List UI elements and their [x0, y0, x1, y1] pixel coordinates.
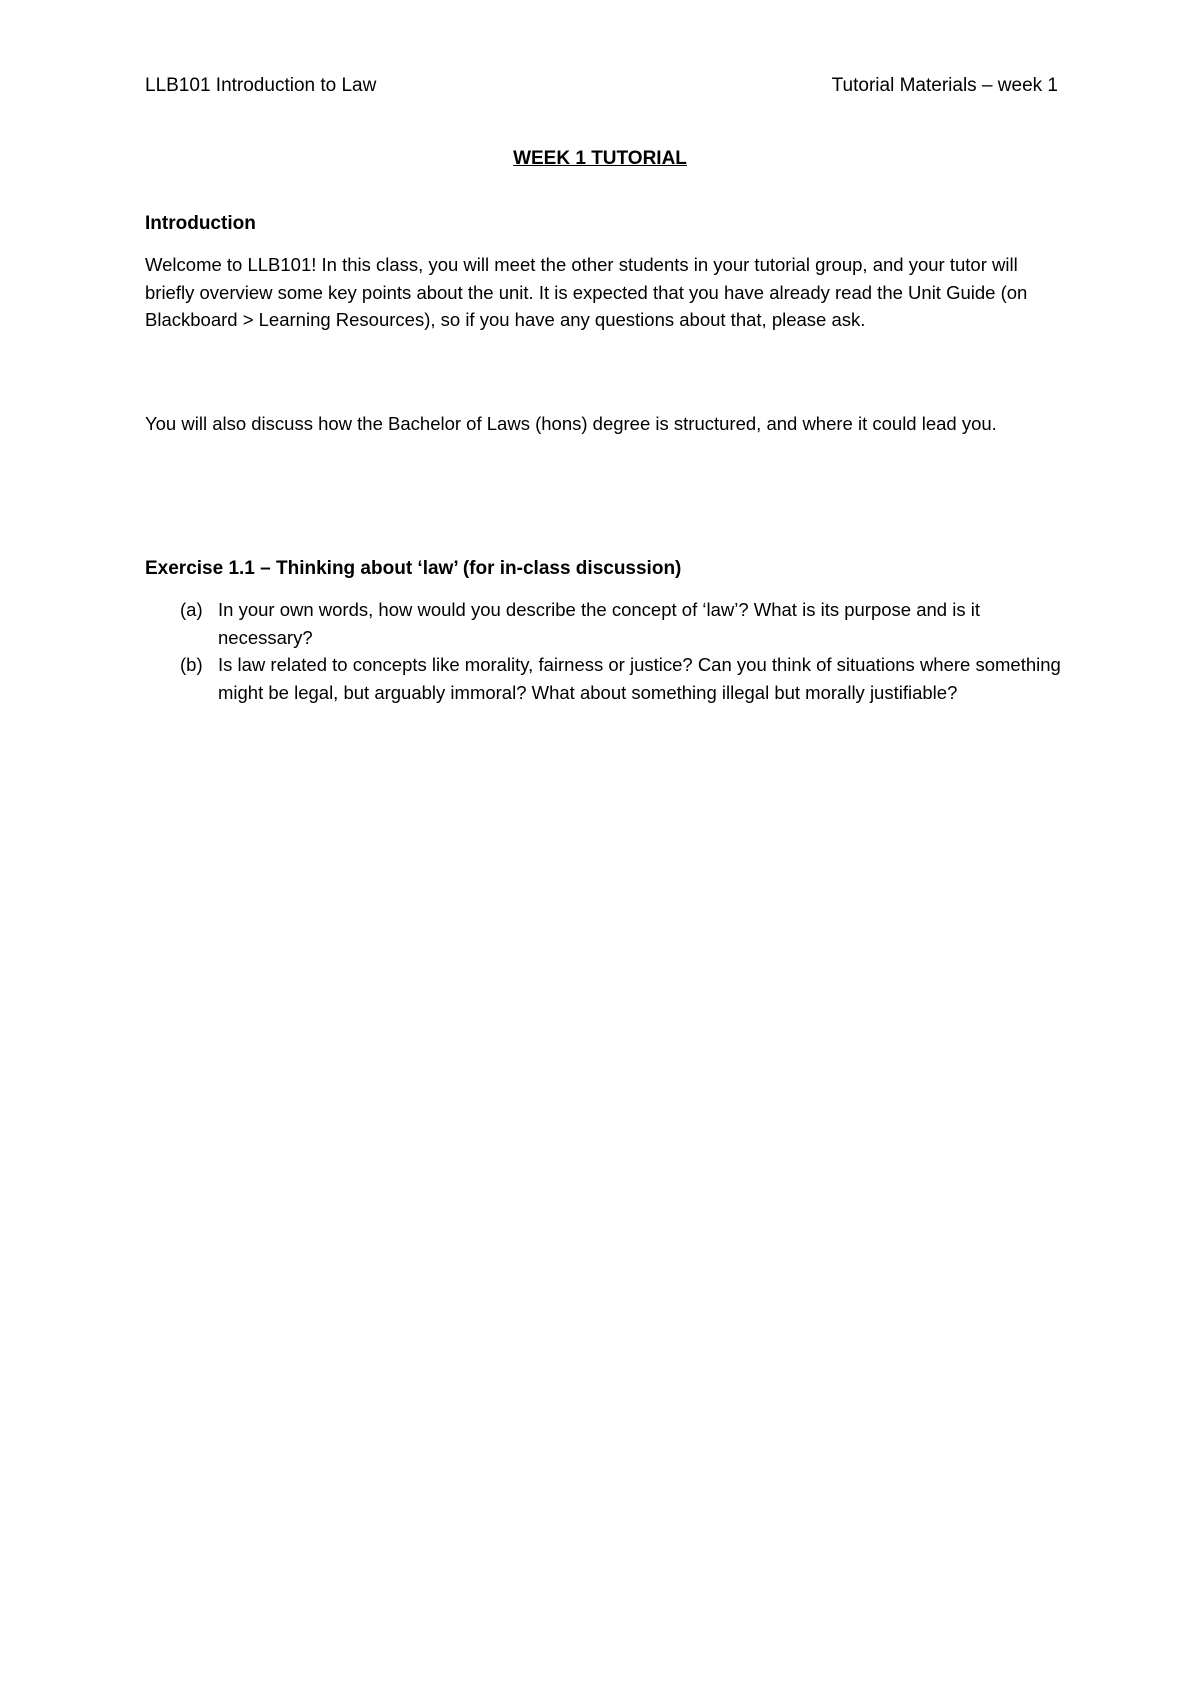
- question-text: Is law related to concepts like morality, fairness or justice? Can you think of situations where something might be legal, but arguably immoral? What about something illegal but morally justifiable?: [218, 654, 1061, 703]
- introduction-paragraph-2: You will also discuss how the Bachelor of Laws (hons) degree is structured, and where it could lead you.: [145, 413, 997, 434]
- exercise-heading: Exercise 1.1 – Thinking about ‘law’ (for in-class discussion): [145, 558, 682, 579]
- introduction-paragraph-1: Welcome to LLB101! In this class, you will meet the other students in your tutorial group, and your tutor will briefly overview some key points about the unit. It is expected that you have already read the Unit Guide (on Blackboard > Learning Resources), so if you have any questions about that, please ask.: [145, 254, 1028, 330]
- question-marker: (b): [180, 654, 203, 675]
- header-unit-title: LLB101 Introduction to Law: [145, 75, 377, 96]
- exercise-question-a: [145, 596, 1065, 651]
- exercise-question-list: [145, 596, 1065, 706]
- exercise-question-b: [145, 651, 1065, 706]
- question-marker: (a): [180, 599, 203, 620]
- page-title: WEEK 1 TUTORIAL: [513, 148, 687, 169]
- header-materials-label: Tutorial Materials – week 1: [831, 75, 1058, 96]
- question-text: In your own words, how would you describe the concept of ‘law’? What is its purpose and is it necessary?: [218, 599, 980, 648]
- introduction-heading: Introduction: [145, 213, 256, 234]
